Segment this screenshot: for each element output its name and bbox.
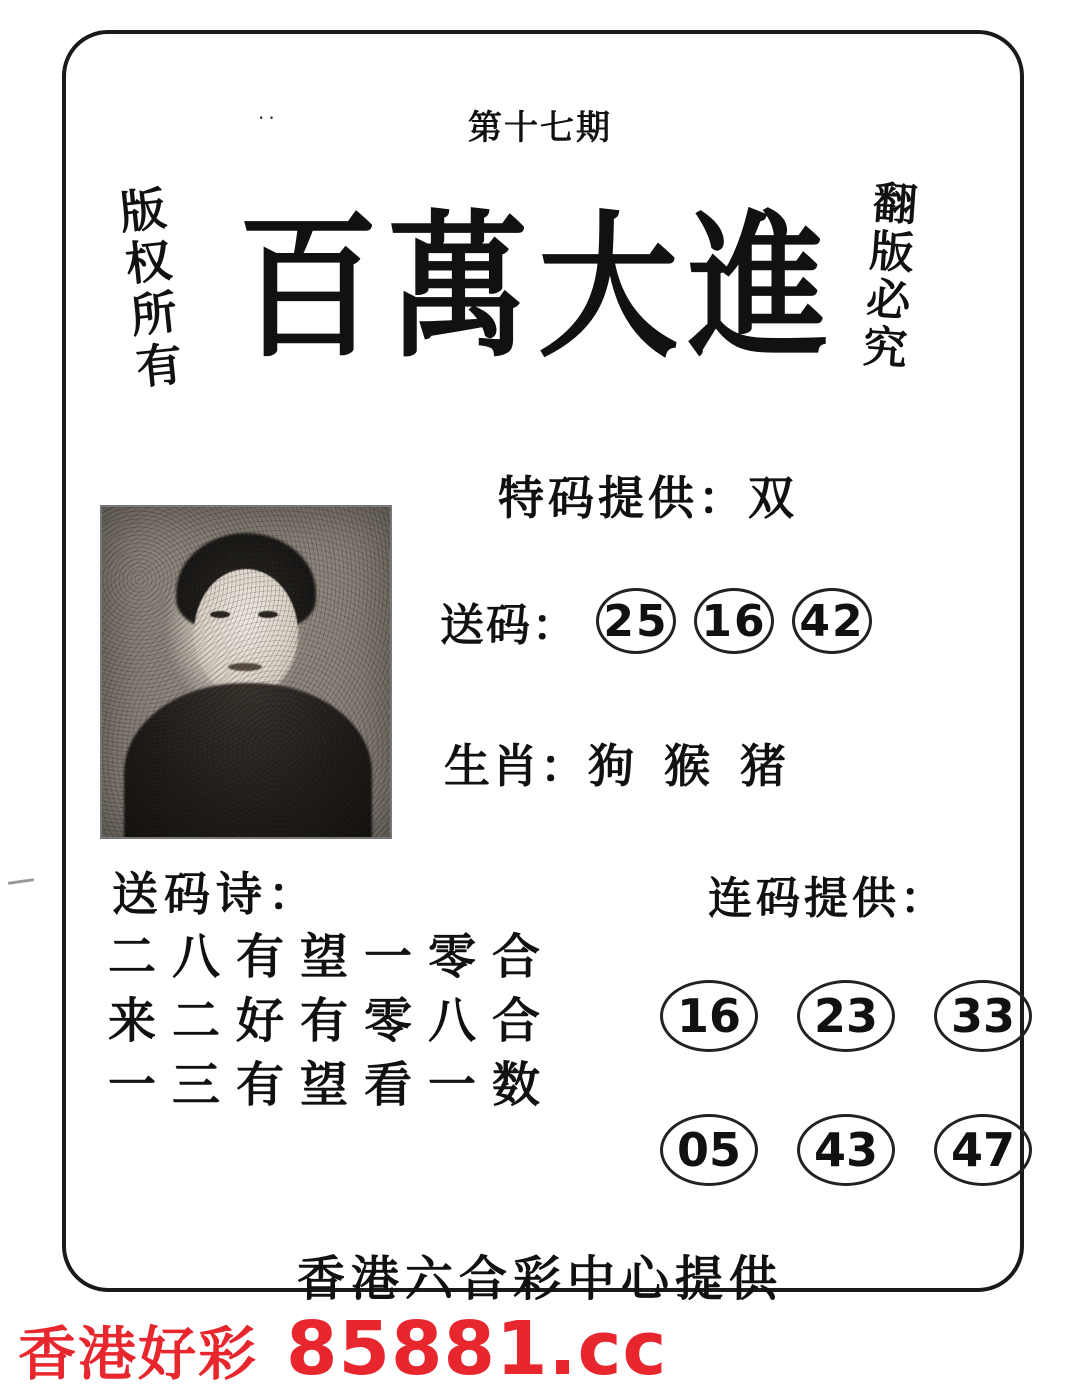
lianma-ball-2: 23	[797, 980, 895, 1052]
poem-line-3: 一三有望看一数	[108, 1057, 557, 1113]
lianma-ball-4: 05	[660, 1114, 758, 1186]
bottom-banner	[18, 1306, 1062, 1392]
copyright-right-text: 翻版必究	[853, 178, 918, 374]
send-code-ball-3: 42	[792, 588, 872, 654]
lianma-row-1	[660, 980, 1032, 1052]
poem-line-2: 来二好有零八合	[108, 993, 557, 1049]
zodiac-value-3: 猪	[740, 739, 788, 793]
zodiac-row	[444, 730, 816, 796]
lianma-title: 连码提供：	[708, 873, 948, 924]
banner-text: 香港好彩	[18, 1320, 259, 1388]
issue-number: 第十七期	[468, 108, 612, 148]
send-code-ball-2: 16	[694, 588, 774, 654]
lianma-grid	[660, 980, 1032, 1248]
poem-line-1: 二八有望一零合	[108, 929, 557, 985]
lianma-ball-6: 47	[934, 1114, 1032, 1186]
send-code-row	[440, 588, 872, 654]
special-code-label: 特码提供：双	[498, 471, 798, 525]
banner-url: 85881.cc	[286, 1306, 668, 1392]
lianma-row-2	[660, 1114, 1032, 1186]
lianma-ball-3: 33	[934, 980, 1032, 1052]
page-title: 百萬大進	[237, 196, 838, 380]
issue-dots: ··	[258, 106, 279, 130]
zodiac-value-2: 猴	[664, 739, 712, 793]
zodiac-label: 生肖：	[444, 739, 588, 793]
portrait-photo	[100, 505, 392, 839]
lianma-ball-5: 43	[797, 1114, 895, 1186]
lianma-ball-1: 16	[660, 980, 758, 1052]
zodiac-value-1: 狗	[588, 739, 636, 793]
copyright-left-text: 版权所有	[110, 183, 187, 397]
send-code-label: 送码：	[440, 600, 578, 651]
photo-grain-overlay	[102, 507, 390, 837]
footer-source-text: 香港六合彩中心提供	[296, 1251, 783, 1307]
special-code-row	[498, 462, 798, 528]
send-code-ball-1: 25	[596, 588, 676, 654]
scan-artifact	[8, 878, 34, 885]
poem-title: 送码诗：	[112, 867, 320, 921]
